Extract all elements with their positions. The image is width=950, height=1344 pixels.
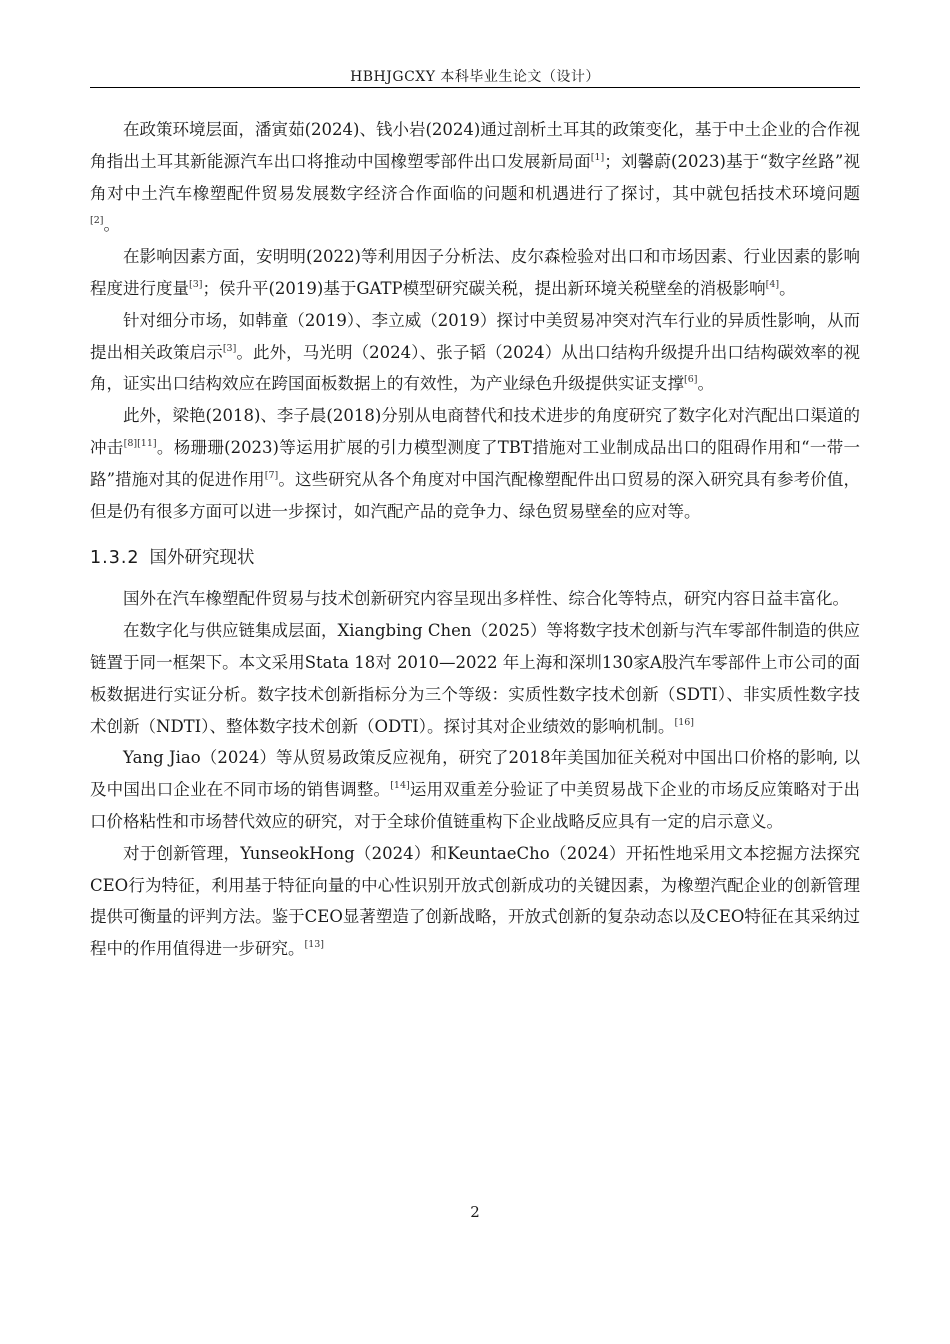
paragraph-text: 。这些研究从各个角度对中国汽配橡塑配件出口贸易的深入研究具有参考价值，但是仍有很多方面可以进一步探讨，如汽配产品的竞争力、绿色贸易壁垒的应对等。 <box>90 469 861 521</box>
paragraph-text: 对于创新管理，YunseokHong（2024）和KeuntaeCho（2024）开拓性地采用文本挖掘方法探究CEO行为特征，利用基于特征向量的中心性识别开放式创新成功的关键因素，为橡塑汽配企业的创新管理提供可衡量的评判方法。鉴于CEO显著塑造了创新战略，开放式创新的复杂动态以及CEO特征在其采纳过程中的作用值得进一步研究。 <box>90 843 860 959</box>
citation-ref: [16] <box>674 716 694 728</box>
citation-ref: [2] <box>90 215 104 227</box>
paragraph-text: 。此外，马光明（2024）、张子韬（2024）从出口结构升级提升出口结构碳效率的视角，证实出口结构效应在跨国面板数据上的有效性，为产业绿色升级提供实证支撑 <box>90 342 861 394</box>
paragraph <box>90 583 860 615</box>
paragraph-text: 针对细分市场，如韩童（2019）、李立威（2019）探讨中美贸易冲突对汽车行业的异质性影响，从而提出相关政策启示 <box>90 310 860 362</box>
section-number: 1.3.2 <box>90 548 140 569</box>
citation-ref: [14] <box>390 780 410 792</box>
page-body <box>90 114 860 965</box>
paragraph-text: 运用双重差分验证了中美贸易战下企业的市场反应策略对于出口价格粘性和市场替代效应的研究，对于全球价值链重构下企业战略反应具有一定的启示意义。 <box>90 780 861 831</box>
paragraph <box>90 742 860 837</box>
paragraph-text: 国外在汽车橡塑配件贸易与技术创新研究内容呈现出多样性、综合化等特点，研究内容日益丰富化。 <box>123 589 849 609</box>
paragraph-text: ；侯升平(2019)基于GATP模型研究碳关税，提出新环境关税壁垒的消极影响 <box>202 278 766 298</box>
section-heading <box>90 543 860 573</box>
citation-ref: [7] <box>264 469 279 481</box>
paragraph <box>90 400 860 527</box>
paragraph-text: 。 <box>697 374 714 394</box>
foreign-research-paragraphs <box>90 583 860 965</box>
header-rule <box>90 87 860 88</box>
paragraph <box>90 838 860 965</box>
paragraph-text: 在数字化与供应链集成层面，Xiangbing Chen（2025）等将数字技术创新与汽车零部件制造的供应链置于同一框架下。本文采用Stata 18对 2010—2022 年上海和深圳130家A股汽车零部件上市公司的面板数据进行实证分析。数字技术创新指标分为三个等级：实质性数字技术创新（SDTI）、非实质性数字技术创新（NDTI）、整体数字技术创新（ODTI）。探讨其对企业绩效的影响机制。 <box>90 621 860 736</box>
citation-ref: [3] <box>222 342 237 354</box>
paragraph-text: 。 <box>779 278 796 298</box>
paragraph-text: ；刘馨蔚(2023)基于“数字丝路”视角对中土汽车橡塑配件贸易发展数字经济合作面临的问题和机遇进行了探讨，其中就包括技术环境问题 <box>90 151 860 203</box>
paragraph <box>90 305 860 400</box>
citation-ref: [4] <box>765 278 780 290</box>
page-number: 2 <box>470 1203 480 1221</box>
citation-ref: [1] <box>590 151 605 163</box>
paragraph <box>90 241 860 305</box>
paragraph <box>90 114 860 241</box>
section-title: 国外研究现状 <box>149 548 255 569</box>
citation-ref: [13] <box>304 939 325 951</box>
running-header: HBHJGCXY 本科毕业生论文（设计） <box>350 69 600 85</box>
paragraph-text: 此外，梁艳(2018)、李子晨(2018)分别从电商替代和技术进步的角度研究了数字化对汽配出口渠道的冲击 <box>90 406 860 457</box>
paragraph-text: 在政策环境层面，潘寅茹(2024)、钱小岩(2024)通过剖析土耳其的政策变化，基于中土企业的合作视角指出土耳其新能源汽车出口将推动中国橡塑零部件出口发展新局面 <box>90 120 860 171</box>
domestic-research-paragraphs <box>90 114 860 527</box>
paragraph-text: 。杨珊珊(2023)等运用扩展的引力模型测度了TBT措施对工业制成品出口的阻碍作用和“一带一路”措施对其的促进作用 <box>90 437 861 489</box>
paragraph-text: Yang Jiao（2024）等从贸易政策反应视角，研究了2018年美国加征关税对中国出口价格的影响, 以及中国出口企业在不同市场的销售调整。 <box>90 748 860 800</box>
paragraph-text: 。 <box>103 215 120 235</box>
citation-ref: [6] <box>684 374 698 386</box>
citation-ref: [3] <box>189 278 203 290</box>
paragraph-text: 在影响因素方面，安明明(2022)等利用因子分析法、皮尔森检验对出口和市场因素、行业因素的影响程度进行度量 <box>90 247 860 298</box>
paragraph <box>90 615 860 742</box>
citation-ref: [8][11] <box>123 437 157 449</box>
